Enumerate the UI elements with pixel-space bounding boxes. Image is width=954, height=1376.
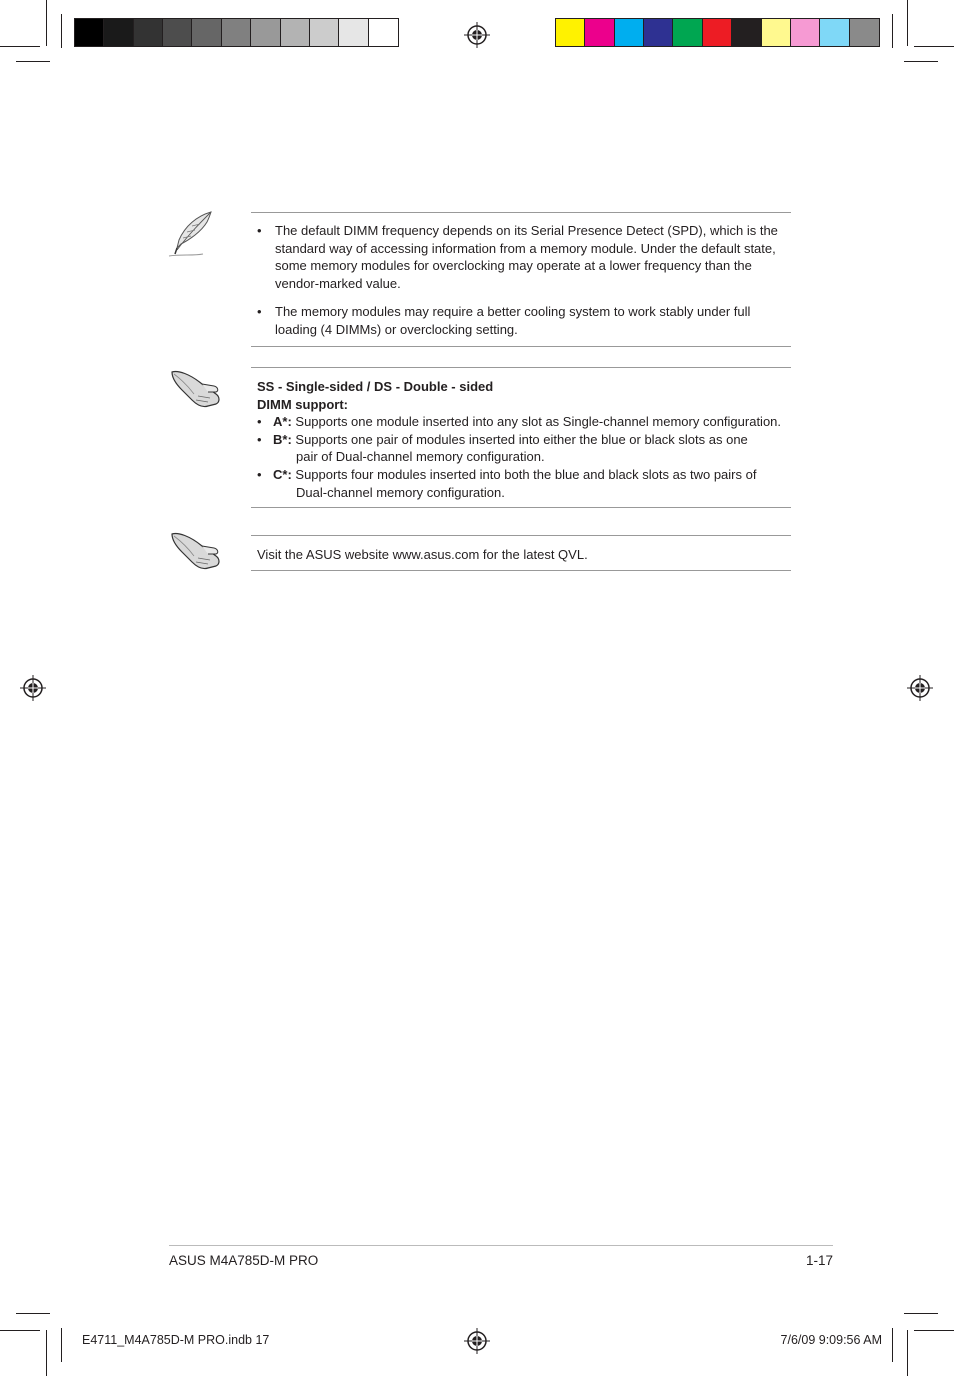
list-item	[257, 431, 791, 466]
crop-mark	[907, 0, 908, 46]
note-text: Supports four modules inserted into both the blue and black slots as two pairs of	[295, 466, 757, 482]
item-label: C*:	[273, 466, 292, 482]
slug-timestamp: 7/6/09 9:09:56 AM	[780, 1333, 882, 1347]
color-swatch	[192, 19, 221, 46]
color-swatch	[791, 19, 820, 46]
registration-mark-icon	[464, 1328, 490, 1354]
bullet-icon: •	[257, 223, 262, 238]
color-swatch	[134, 19, 163, 46]
note-text: Supports one pair of modules inserted into either the blue or black slots as one	[295, 431, 748, 447]
color-swatch	[556, 19, 585, 46]
pointing-hand-icon	[168, 366, 224, 410]
note-text: Supports one module inserted into any slot as Single-channel memory configuration.	[295, 414, 782, 430]
color-swatch	[732, 19, 761, 46]
bullet-icon: •	[257, 431, 262, 447]
crop-mark	[907, 1330, 908, 1376]
color-swatch	[644, 19, 673, 46]
note-heading: SS - Single-sided / DS - Double - sided	[257, 379, 494, 394]
list-item	[251, 303, 791, 338]
crop-mark	[0, 1330, 40, 1331]
feather-pen-icon	[167, 210, 215, 258]
list-item	[251, 222, 791, 292]
bullet-icon: •	[257, 466, 262, 482]
color-swatch	[339, 19, 368, 46]
color-swatch	[251, 19, 280, 46]
slug-filename: E4711_M4A785D-M PRO.indb 17	[82, 1333, 270, 1347]
note-text: The default DIMM frequency depends on its Serial Presence Detect (SPD), which is the standard way of accessing information from a memory module. Under the default state, some memory modules for overclocking may operate at a lower frequency than the vendor-marked value.	[275, 223, 778, 291]
crop-mark	[914, 46, 954, 47]
color-swatch	[310, 19, 339, 46]
item-label: B*:	[273, 431, 292, 447]
crop-mark	[892, 14, 893, 48]
color-swatch	[703, 19, 732, 46]
footer-product-name: ASUS M4A785D-M PRO	[169, 1253, 319, 1268]
color-swatch	[222, 19, 251, 46]
crop-mark	[46, 0, 47, 46]
note-box-dimm-frequency	[251, 212, 791, 347]
crop-mark	[61, 1328, 62, 1362]
note-text: pair of Dual-channel memory configuration.	[296, 449, 545, 465]
color-swatch	[369, 19, 398, 46]
list-item	[257, 466, 791, 501]
note-text: The memory modules may require a better cooling system to work stably under full loading (4 DIMMs) or overclocking setting.	[275, 304, 751, 337]
bullet-icon: •	[257, 414, 262, 430]
footer-divider	[169, 1245, 833, 1246]
grayscale-calibration-bar	[74, 18, 399, 47]
note-subheading: DIMM support:	[257, 396, 348, 412]
color-swatch	[163, 19, 192, 46]
crop-mark	[16, 61, 50, 62]
crop-mark	[904, 1313, 938, 1314]
color-swatch	[281, 19, 310, 46]
color-swatch	[615, 19, 644, 46]
footer-page-number: 1-17	[805, 1253, 833, 1268]
color-swatch	[104, 19, 133, 46]
crop-mark	[892, 1328, 893, 1362]
pointing-hand-icon	[168, 528, 224, 572]
crop-mark	[46, 1330, 47, 1376]
bullet-icon: •	[257, 304, 262, 320]
crop-mark	[914, 1330, 954, 1331]
color-swatch	[820, 19, 849, 46]
color-swatch	[585, 19, 614, 46]
color-calibration-bar	[555, 18, 880, 47]
crop-mark	[16, 1313, 50, 1314]
crop-mark	[61, 14, 62, 48]
crop-mark	[904, 61, 938, 62]
list-item	[257, 413, 791, 431]
note-text: Visit the ASUS website www.asus.com for the latest QVL.	[257, 547, 588, 562]
color-swatch	[850, 19, 879, 46]
note-box-qvl	[251, 535, 791, 571]
color-swatch	[75, 19, 104, 46]
registration-mark-icon	[20, 675, 46, 701]
registration-mark-icon	[907, 675, 933, 701]
crop-mark	[0, 46, 40, 47]
note-text: Dual-channel memory configuration.	[296, 484, 505, 500]
registration-mark-icon	[464, 22, 490, 48]
note-box-dimm-support	[251, 367, 791, 508]
color-swatch	[673, 19, 702, 46]
item-label: A*:	[273, 414, 292, 430]
color-swatch	[762, 19, 791, 46]
